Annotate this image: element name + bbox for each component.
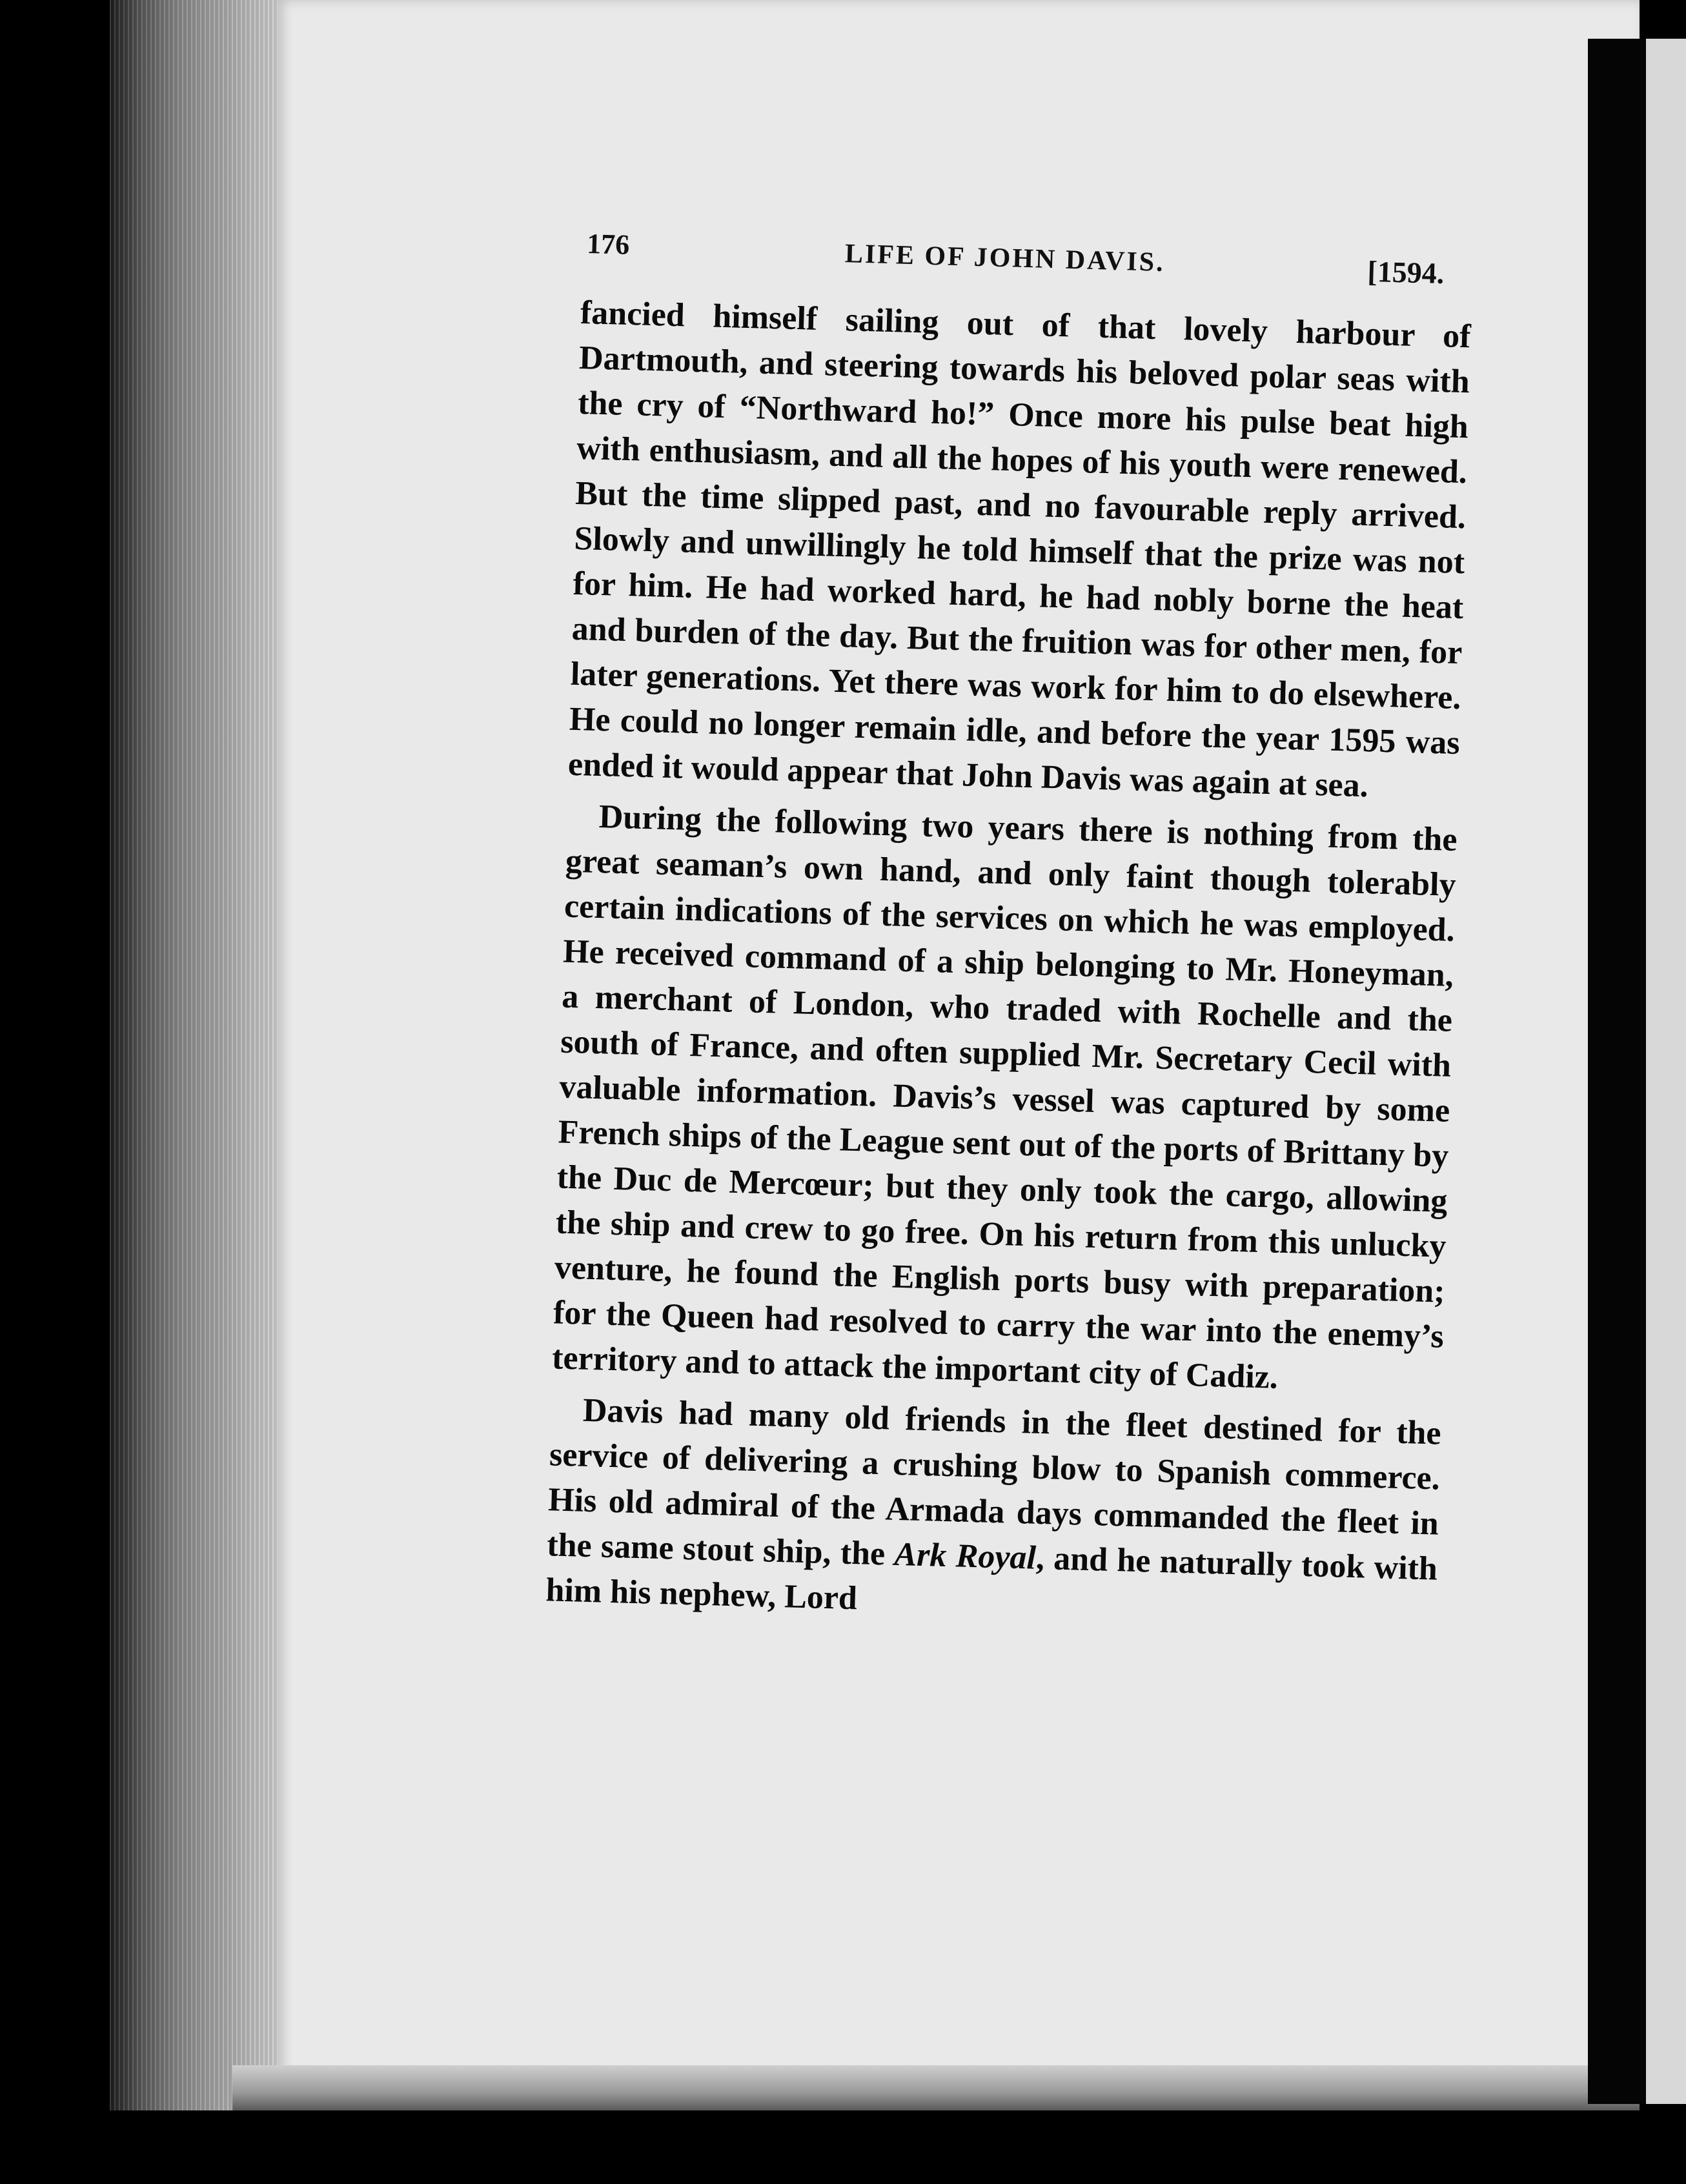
page-bottom-edge	[232, 2065, 1640, 2110]
paragraph-2: During the following two years there is nothing from the great seaman’s own hand, and only faint though tolerably certain indications of the services on which he was employed. He received command of a ship belonging to Mr. Honeyman, a merchant of London, who traded with Rochelle and the south of France, and often supplied Mr. Secretary Cecil with valuable information. Davis’s vessel was captured by some French ships of the League sent out of the ports of Brittany by the Duc de Mercœur; but they only took the cargo, allowing the ship and crew to go free. On his return from this unlucky venture, he found the English ports busy with preparation; for the Queen had resolved to carry the war into the enemy’s territory and to attack the important city of Cadiz.	[551, 798, 1458, 1396]
body-text	[545, 290, 1471, 1644]
facing-page-edge	[1646, 39, 1686, 2104]
page-number: 176	[586, 227, 630, 261]
ship-name-italic: Ark Royal	[893, 1535, 1037, 1577]
paragraph-3-text-end: , and he naturally took with him his nephew, Lord	[545, 1539, 1438, 1617]
paragraph-1: fancied himself sailing out of that lovely harbour of Dartmouth, and steering towards his beloved polar seas with the cry of “Northward ho!” Once more his pulse beat high with enthusiasm, and all the hopes of his youth were renewed. But the time slipped past, and no favourable reply arrived. Slowly and unwillingly he told himself that the prize was not for him. He had worked hard, he had nobly borne the heat and burden of the day. But the fruition was for other men, for later generations. Yet there was work for him to do elsewhere. He could no longer remain idle, and before the year 1595 was ended it would appear that John Davis was again at sea.	[567, 294, 1472, 805]
paragraph-3	[545, 1387, 1442, 1637]
header-year: [1594.	[1366, 254, 1445, 290]
paragraph-3-text-start: Davis had many old friends in the fleet destined for the service of delivering a crushing blow to Spanish commerce. His old admiral of the Armada days commanded the fleet in the same stout ship, the	[546, 1391, 1442, 1573]
book-page-edges	[110, 0, 284, 2110]
running-title: LIFE OF JOHN DAVIS.	[844, 239, 1166, 278]
facing-page-shadow	[1588, 39, 1646, 2104]
